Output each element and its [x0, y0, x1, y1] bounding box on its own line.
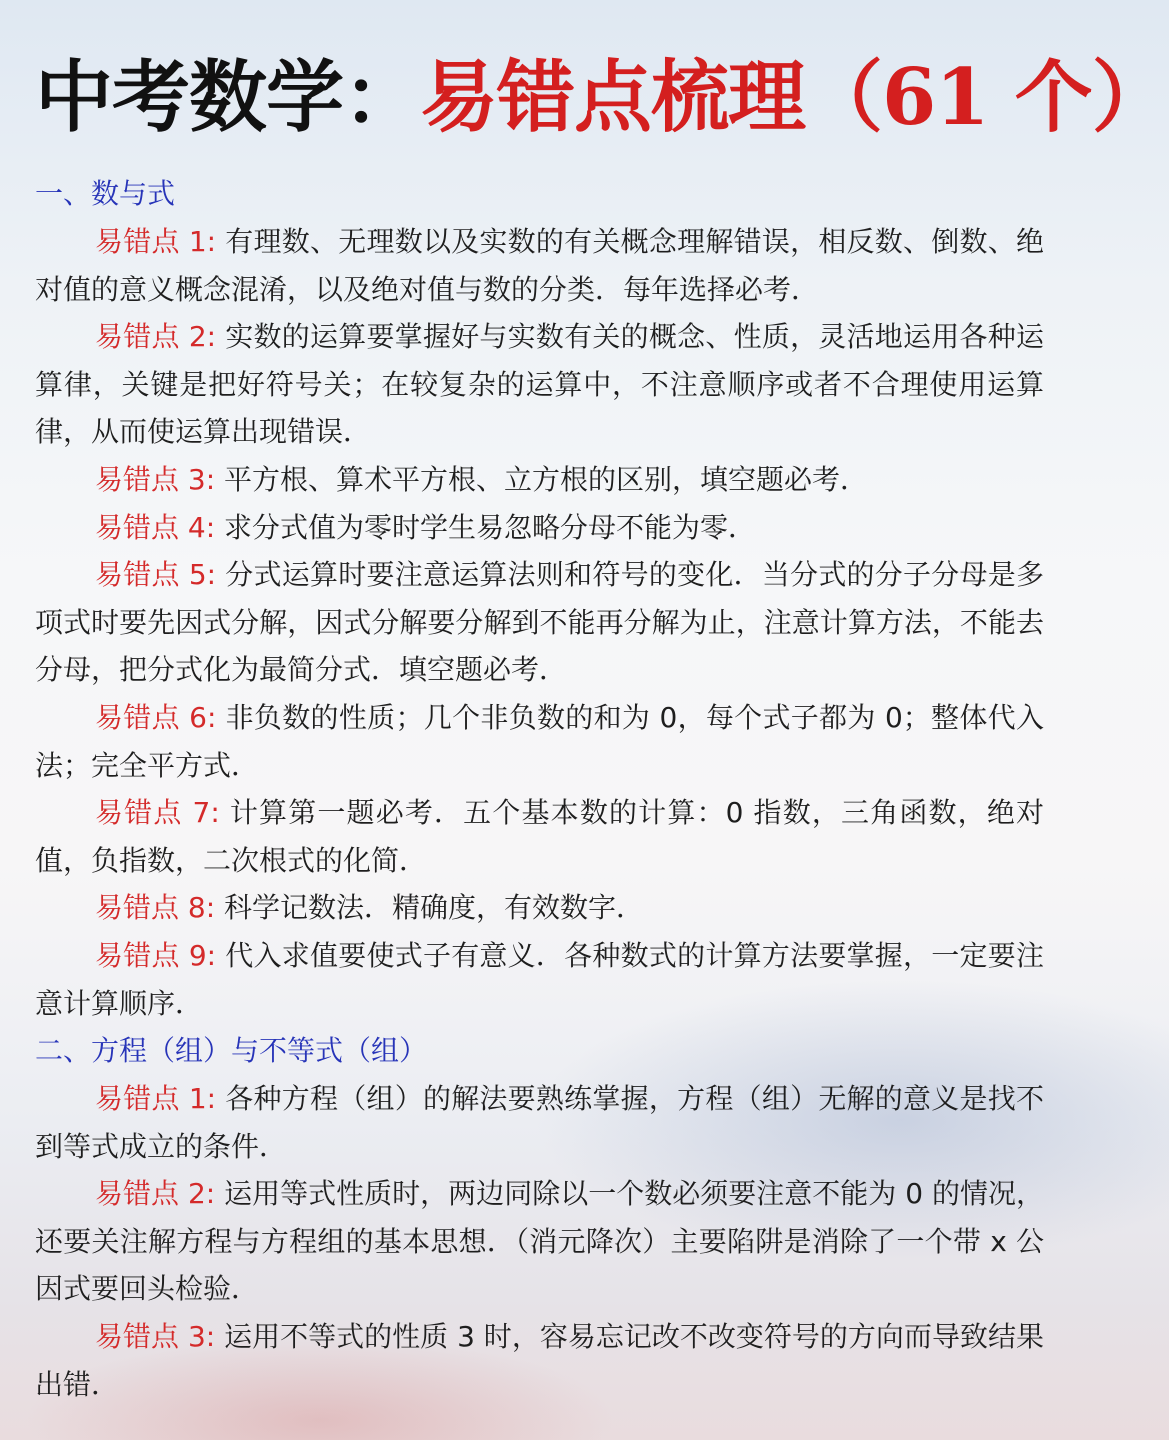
- error-point-text: 各种方程（组）的解法要熟练掌握，方程（组）无解的意义是找不到等式成立的条件．: [35, 1082, 1045, 1163]
- error-point-text: 实数的运算要掌握好与实数有关的概念、性质，灵活地运用各种运算律，关键是把好符号关；在较复杂的运算中，不注意顺序或者不合理使用运算律，从而使运算出现错误．: [35, 320, 1045, 449]
- error-point-item: [35, 1170, 1044, 1313]
- error-point-item: [35, 218, 1044, 313]
- error-point-label: 易错点 8:: [95, 891, 216, 925]
- error-point-item: [35, 1075, 1044, 1170]
- error-point-label: 易错点 4:: [95, 510, 216, 544]
- error-point-item: [35, 884, 1044, 932]
- error-point-text: 分式运算时要注意运算法则和符号的变化．当分式的分子分母是多项式时要先因式分解，因式分解要分解到不能再分解为止，注意计算方法，不能去分母，把分式化为最简分式．填空题必考．: [35, 558, 1045, 687]
- error-point-item: [35, 694, 1044, 789]
- error-point-label: 易错点 3:: [95, 462, 216, 496]
- error-point-text: 求分式值为零时学生易忽略分母不能为零．: [215, 510, 757, 544]
- error-point-item: [35, 789, 1044, 884]
- error-point-item: [35, 504, 1044, 552]
- error-point-text: 平方根、算术平方根、立方根的区别，填空题必考．: [215, 462, 869, 496]
- error-point-text: 科学记数法．精确度，有效数字．: [215, 891, 645, 925]
- error-point-label: 易错点 3:: [95, 1320, 216, 1354]
- error-point-item: [35, 456, 1044, 504]
- error-point-label: 易错点 7:: [95, 796, 220, 830]
- section-numbers-and-expressions: [35, 170, 1044, 1027]
- error-point-label: 易错点 5:: [95, 558, 217, 592]
- error-point-item: [35, 551, 1044, 694]
- error-point-label: 易错点 9:: [95, 938, 217, 972]
- error-point-label: 易错点 2:: [95, 320, 217, 354]
- error-point-text: 计算第一题必考．五个基本数的计算：0 指数，三角函数，绝对值，负指数，二次根式的化简．: [35, 796, 1044, 877]
- error-point-text: 运用不等式的性质 3 时，容易忘记改不改变符号的方向而导致结果出错．: [35, 1320, 1044, 1401]
- error-point-label: 易错点 1:: [95, 225, 217, 258]
- error-point-label: 易错点 6:: [95, 700, 217, 734]
- title-red-part: 易错点梳理（61 个）: [420, 52, 1169, 143]
- section-heading: 二、方程（组）与不等式（组）: [35, 1034, 428, 1068]
- error-point-text: 代入求值要使式子有意义．各种数式的计算方法要掌握，一定要注意计算顺序．: [35, 938, 1045, 1020]
- error-point-label: 易错点 2:: [95, 1177, 216, 1211]
- error-point-text: 运用等式性质时，两边同除以一个数必须要注意不能为 0 的情况，还要关注解方程与方程组的基本思想．（消元降次）主要陷阱是消除了一个带 x 公因式要回头检验．: [35, 1177, 1044, 1306]
- error-point-text: 非负数的性质；几个非负数的和为 0，每个式子都为 0；整体代入法；完全平方式．: [35, 700, 1044, 782]
- error-point-item: [35, 932, 1044, 1027]
- error-point-item: [35, 1313, 1044, 1408]
- page-title: [35, 48, 1169, 148]
- section-heading: 一、数与式: [35, 177, 176, 210]
- error-point-label: 易错点 1:: [95, 1082, 217, 1116]
- title-black-part: 中考数学：: [35, 52, 421, 143]
- section-equations-and-inequalities: [35, 1027, 1044, 1408]
- error-point-text: 有理数、无理数以及实数的有关概念理解错误，相反数、倒数、绝对值的意义概念混淆，以及绝对值与数的分类．每年选择必考．: [35, 225, 1045, 306]
- error-point-item: [35, 313, 1044, 456]
